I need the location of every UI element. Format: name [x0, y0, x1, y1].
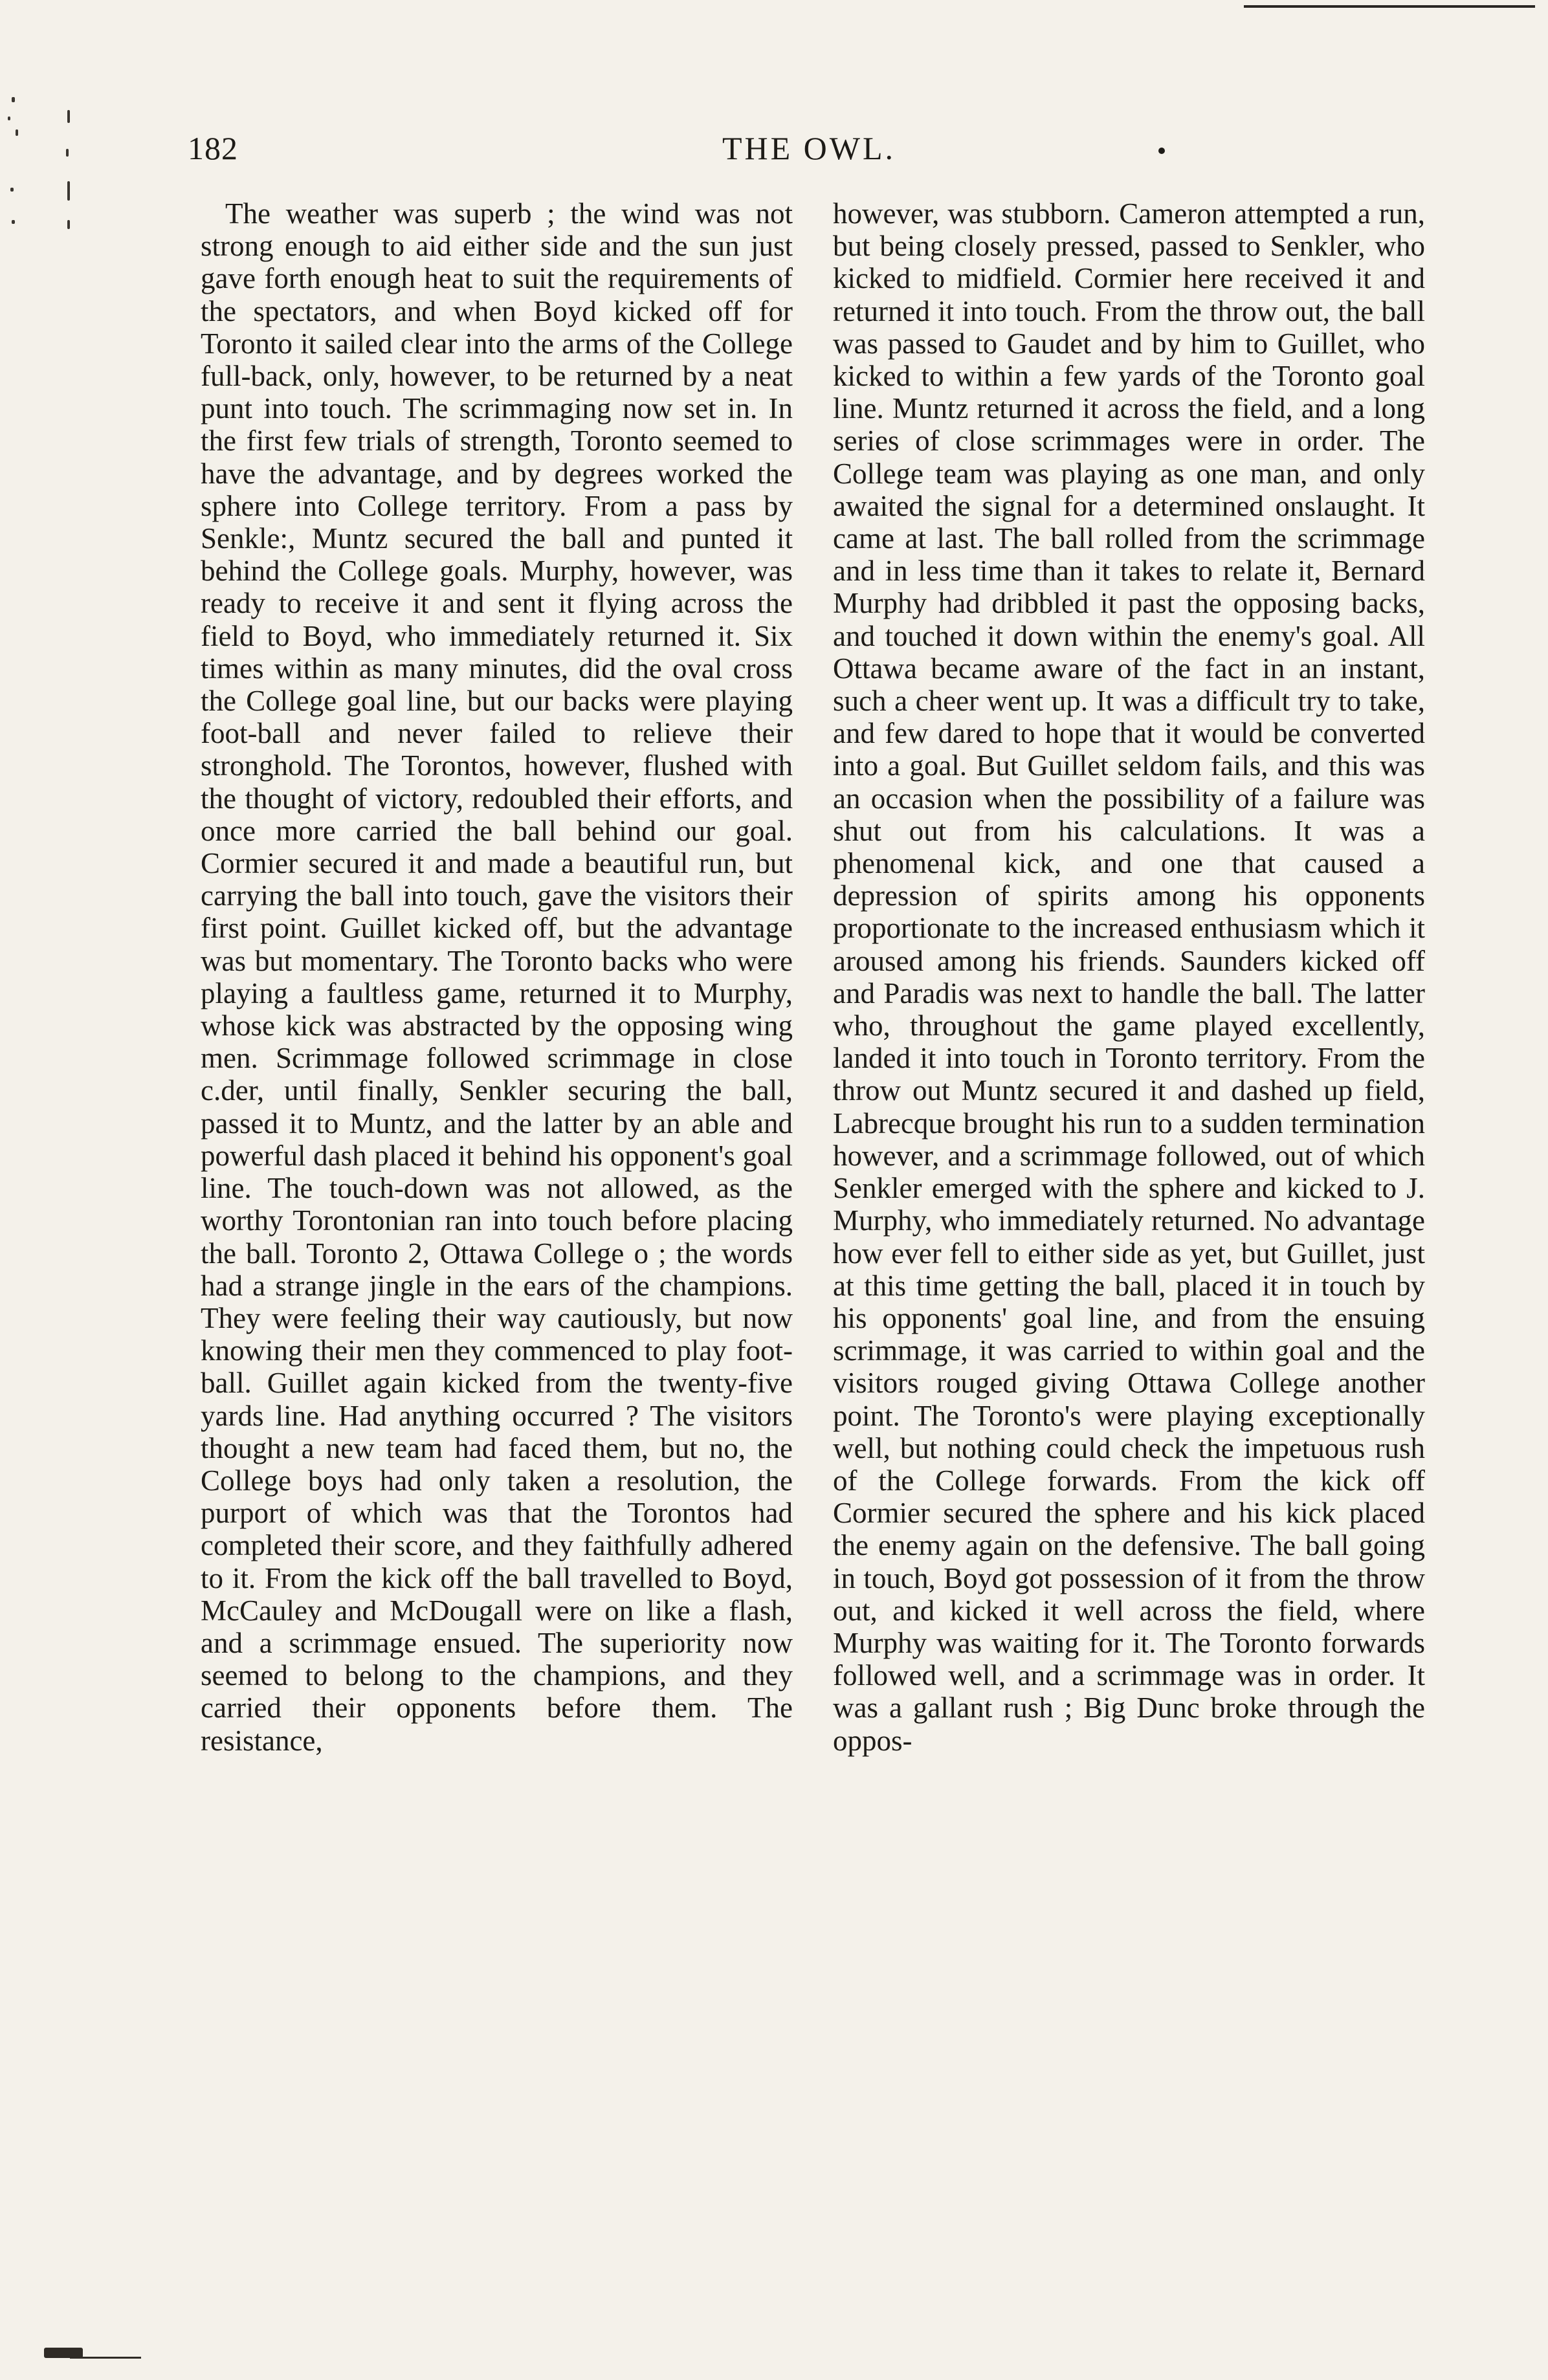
printer-mark: [44, 2342, 135, 2362]
page-number: 182: [188, 130, 238, 166]
left-column-paragraph: The weather was superb ; the wind was not strong enough to aid either side and the sun just gave forth enough heat to suit the requirements of the spectators, and when Boyd kicked off for Toronto it sailed clear into the arms of the College full-back, only, however, to be returned by a neat punt into touch. The scrimmaging now set in. In the first few trials of strength, Toronto seemed to have the advantage, and by degrees worked the sphere into College territory. From a pass by Senkle:, Muntz secured the ball and punted it behind the College goals. Murphy, however, was ready to receive it and sent it flying across the field to Boyd, who immediately returned it. Six times within as many minutes, did the oval cross the College goal line, but our backs were playing foot-ball and never failed to relieve their stronghold. The Torontos, however, flushed with the thought of victory, redoubled their efforts, and once more carried the ball behind our goal. Cormier secured it and made a beautiful run, but carrying the ball into touch, gave the visitors their first point. Guillet kicked off, but the advantage was but momentary. The Toronto backs who were playing a faultless game, returned it to Murphy, whose kick was abstracted by the opposing wing men. Scrimmage followed scrimmage in close c.der, until finally, Senkler securing the ball, passed it to Muntz, and the latter by an able and powerful dash placed it behind his opponent's goal line. The touch-down was not allowed, as the worthy Torontonian ran into touch before placing the ball. Toronto 2, Ottawa College o ; the words had a strange jingle in the ears of the champions. They were feeling their way cautiously, but now knowing their men they commenced to play foot-ball. Guillet again kicked from the twenty-five yards line. Had anything occurred ? The visitors thought a new team had faced them, but no, the College boys had only taken a resolution, the purport of which was that the Torontos had completed their score, and they faithfully adhered to it. From the kick off the ball travelled to Boyd, McCauley and McDougall were on like a flash, and a scrimmage ensued. The superiority now seemed to belong to the champions, and they carried their opponents before them. The resistance,: [201, 197, 793, 1757]
margin-ink-marks: [5, 26, 83, 259]
left-text-column: [201, 197, 793, 1757]
running-title: THE OWL.: [722, 130, 896, 166]
top-rule: [1244, 5, 1535, 8]
page-header: [188, 129, 1430, 181]
right-text-column: [833, 197, 1425, 1757]
header-dot: [1158, 148, 1165, 154]
right-column-paragraph: however, was stubborn. Cameron attempted a run, but being closely pressed, passed to Senkler, who kicked to midfield. Cormier here received it and returned it into touch. From the throw out, the ball was passed to Gaudet and by him to Guillet, who kicked to within a few yards of the Toronto goal line. Muntz returned it across the field, and a long series of close scrimmages were in order. The College team was playing as one man, and only awaited the signal for a determined onslaught. It came at last. The ball rolled from the scrimmage and in less time than it takes to relate it, Bernard Murphy had dribbled it past the opposing backs, and touched it down within the enemy's goal. All Ottawa became aware of the fact in an instant, such a cheer went up. It was a difficult try to take, and few dared to hope that it would be converted into a goal. But Guillet seldom fails, and this was an occasion when the possibility of a failure was shut out from his calculations. It was a phenomenal kick, and one that caused a depression of spirits among his opponents proportionate to the increased enthusiasm which it aroused among his friends. Saunders kicked off and Paradis was next to handle the ball. The latter who, throughout the game played excellently, landed it into touch in Toronto territory. From the throw out Muntz secured it and dashed up field, Labrecque brought his run to a sudden termination however, and a scrimmage followed, out of which Senkler emerged with the sphere and kicked to J. Murphy, who immediately returned. No advantage how ever fell to either side as yet, but Guillet, just at this time getting the ball, placed it in touch by his opponents' goal line, and from the ensuing scrimmage, it was carried to within goal and the visitors rouged giving Ottawa College another point. The Toronto's were playing exceptionally well, but nothing could check the impetuous rush of the College forwards. From the kick off Cormier secured the sphere and his kick placed the enemy again on the defensive. The ball going in touch, Boyd got possession of it from the throw out, and kicked it well across the field, where Murphy was waiting for it. The Toronto forwards followed well, and a scrimmage was in order. It was a gallant rush ; Big Dunc broke through the oppos-: [833, 197, 1425, 1757]
